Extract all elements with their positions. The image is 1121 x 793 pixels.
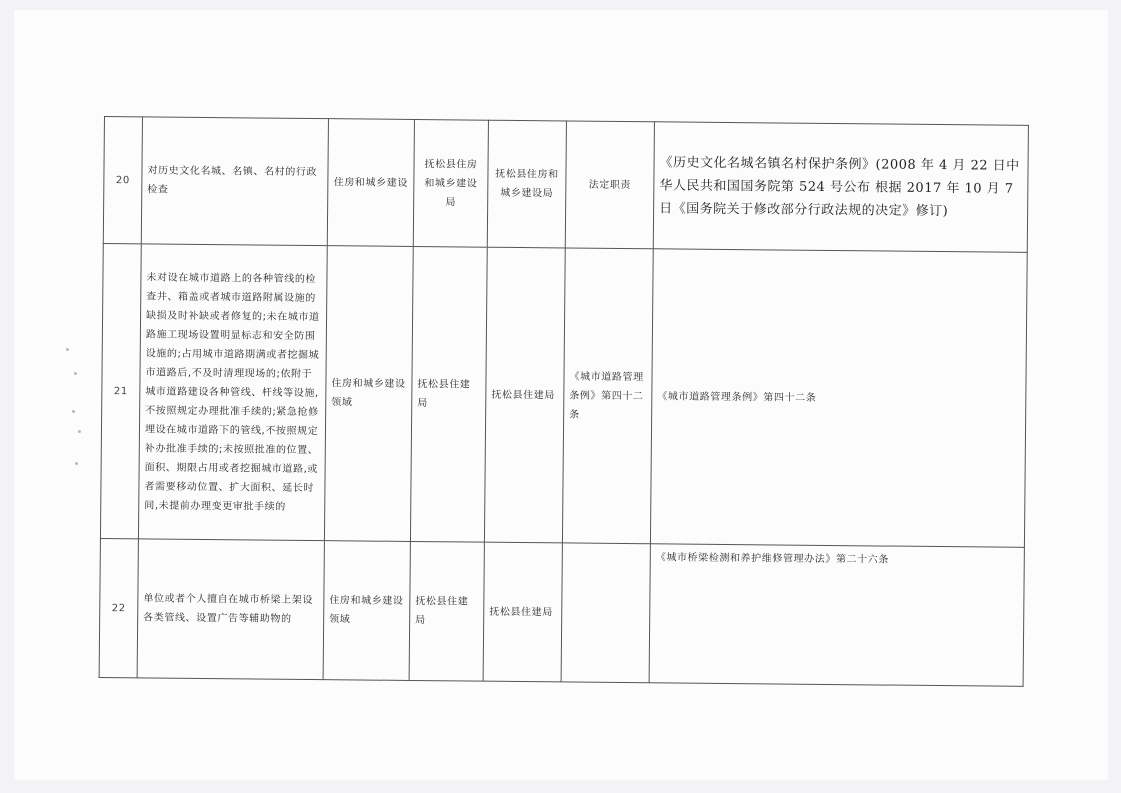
enforcement-table (99, 116, 1029, 687)
table-row (103, 117, 1028, 253)
item-name: 未对设在城市道路上的各种管线的检查井、箱盖或者城市道路附属设施的缺损及时补缺或者修复的;未在城市道路施工现场设置明显标志和安全防围设施的;占用城市道路期满或者挖掘城市道路后,不及时清理现场的;依附于城市道路建设各种管线、杆线等设施,不按照规定办理批准手续的;紧急抢修埋设在城市道路下的管线,不按照规定补办批准手续的;未按照批准的位置、面积、期限占用或者挖掘城市道路,或者需要移动位置、扩大面积、延长时间,未提前办理变更审批手续的 (138, 244, 327, 541)
table-wrapper (99, 116, 1028, 697)
table-row (99, 538, 1024, 686)
implementing-department: 抚松县住建局 (409, 541, 484, 681)
scan-speck (78, 430, 81, 433)
category: 住房和城乡建设领域 (323, 541, 410, 681)
scan-speck (74, 372, 77, 375)
legal-basis: 《城市桥梁检测和养护维修管理办法》第二十六条 (649, 544, 1024, 687)
responsible-department: 抚松县住建局 (483, 542, 562, 682)
table-row (100, 243, 1027, 547)
legal-basis: 《历史文化名城名镇名村保护条例》(2008 年 4 月 22 日中华人民共和国国务院第 524 号公布 根据 2017 年 10 月 7 日《国务院关于修改部分行政法规的决定》修订) (653, 122, 1028, 253)
row-number: 20 (103, 117, 142, 244)
legal-basis: 《城市道路管理条例》第四十二条 (650, 249, 1027, 548)
row-number: 21 (100, 243, 141, 538)
scan-speck (72, 410, 75, 413)
responsibility: 法定职责 (565, 121, 654, 249)
implementing-department: 抚松县住建局 (410, 246, 487, 542)
item-name: 对历史文化名城、名镇、名村的行政检查 (141, 117, 328, 246)
responsible-department: 抚松县住建局 (484, 247, 565, 543)
category: 住房和城乡建设 (327, 119, 414, 247)
responsibility: 《城市道路管理条例》第四十二条 (562, 248, 653, 544)
item-name: 单位或者个人擅自在城市桥梁上架设各类管线、设置广告等辅助物的 (137, 539, 324, 680)
responsible-department: 抚松县住房和城乡建设局 (487, 120, 566, 248)
scan-speck (66, 348, 69, 351)
row-number: 22 (99, 538, 138, 677)
implementing-department: 抚松县住房和城乡建设局 (413, 119, 488, 247)
category: 住房和城乡建设领域 (324, 246, 413, 542)
responsibility (561, 543, 650, 683)
scan-speck (75, 462, 78, 465)
